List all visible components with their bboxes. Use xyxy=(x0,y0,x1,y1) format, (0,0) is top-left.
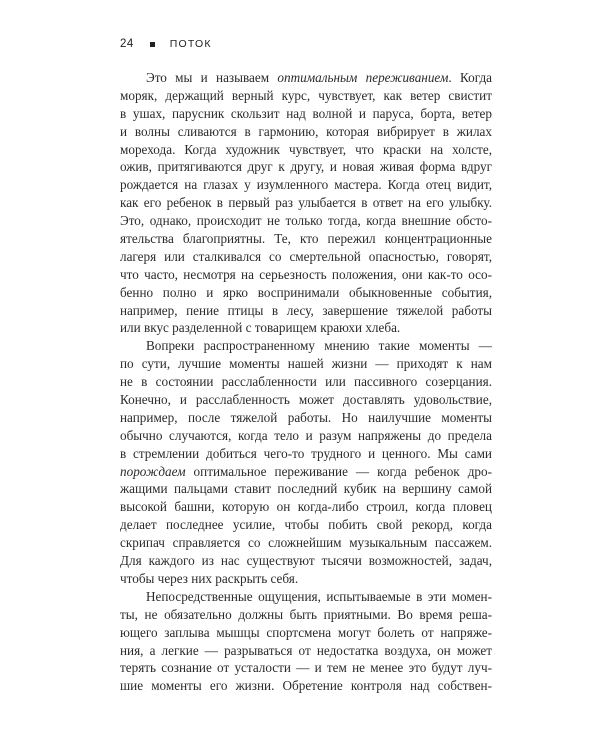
text-line: Вопреки распространенному мнению такие моменты — xyxy=(146,338,492,354)
page-number: 24 xyxy=(120,38,134,50)
paragraph xyxy=(120,69,492,337)
text-segment: Это мы и называем xyxy=(146,70,278,85)
italic-segment: порождаем xyxy=(120,463,186,479)
italic-segment: оптимальным переживанием xyxy=(277,70,449,85)
text-line: морехода. Когда художник чувствует, что краски на холсте, xyxy=(120,141,492,157)
text-line: моряк, держащий верный курс, чувствует, как ветер свистит xyxy=(120,87,492,103)
text-line: Для каждого из нас существуют тысячи возможностей, задач, xyxy=(120,553,492,569)
text-line: ния, а легкие — разрываться от недостатка воздуха, он может xyxy=(120,642,492,658)
text-line: обычно случаются, когда тело и разум напряжены до предела xyxy=(120,427,492,443)
text-line xyxy=(120,69,492,87)
text-line: скрипач справляется со сложнейшим музыкальным пассажем. xyxy=(120,535,492,551)
text-line xyxy=(120,463,492,481)
paragraph xyxy=(120,337,492,587)
running-title: ПОТОК xyxy=(169,38,212,50)
text-line: Конечно, и расслабленность может доставлять удовольствие, xyxy=(120,392,492,408)
text-line: высокой башни, которую он когда-либо строил, когда пловец xyxy=(120,499,492,515)
text-line: жащими пальцами ставит последний кубик на вершину самой xyxy=(120,481,492,497)
text-line: не в состоянии расслабленности или пассивного созерцания. xyxy=(120,374,492,390)
text-line: ты, не обязательно должны быть приятными. Во время реша- xyxy=(120,606,492,622)
text-line: что часто, несмотря на серьезность положения, они как-то осо- xyxy=(120,266,492,282)
body-text xyxy=(120,69,492,695)
text-segment: оптимальное переживание — когда ребенок дро- xyxy=(185,463,492,479)
text-line: например, пение птицы в лесу, завершение тяжелой работы xyxy=(120,302,492,318)
text-line: бенно полно и ярко воспринимали обыкновенные события, xyxy=(120,284,492,300)
text-line: по сути, лучшие моменты нашей жизни — приходят к нам xyxy=(120,356,492,372)
text-line: чтобы через них раскрыть себя. xyxy=(120,570,299,586)
text-line: шие моменты его жизни. Обретение контроля над собствен- xyxy=(120,678,492,694)
text-line: лагеря или сталкивался со смертельной опасностью, говорят, xyxy=(120,248,492,264)
text-line: в стремлении добиться чего-то трудного и ценного. Мы сами xyxy=(120,445,492,461)
text-line: рождается на глазах у изумленного мастера. Когда отец видит, xyxy=(120,177,492,193)
running-header xyxy=(120,37,212,51)
text-line: терять сознание от усталости — и тем не менее это будут луч- xyxy=(120,660,492,676)
text-line: или вкус разделенной с товарищем краюхи хлеба. xyxy=(120,320,401,336)
text-line: делает последнее усилие, чтобы побить свой рекорд, когда xyxy=(120,517,492,533)
text-line: в ушах, парусник скользит над волной и паруса, борта, ветер xyxy=(120,105,492,121)
text-line: ожив, притягиваются друг к другу, и новая живая форма вдруг xyxy=(120,159,492,175)
text-line: как его ребенок в первый раз улыбается в ответ на его улыбку. xyxy=(120,195,492,211)
text-line: ятельства благоприятны. Те, кто пережил концентрационные xyxy=(120,231,492,247)
paragraph xyxy=(120,588,492,695)
text-line: Непосредственные ощущения, испытываемые в эти момен- xyxy=(146,588,492,604)
text-line: ющего заплыва мышцы спортсмена могут болеть от напряже- xyxy=(120,624,492,640)
text-line: например, после тяжелой работы. Но наилучшие моменты xyxy=(120,409,492,425)
header-bullet xyxy=(150,42,155,47)
text-line: Это, однако, происходит не только тогда, когда внешние обсто- xyxy=(120,213,492,229)
text-segment: . Когда xyxy=(448,70,493,85)
text-line: и волны сливаются в гармонию, которая вибрирует в жилах xyxy=(120,123,492,139)
